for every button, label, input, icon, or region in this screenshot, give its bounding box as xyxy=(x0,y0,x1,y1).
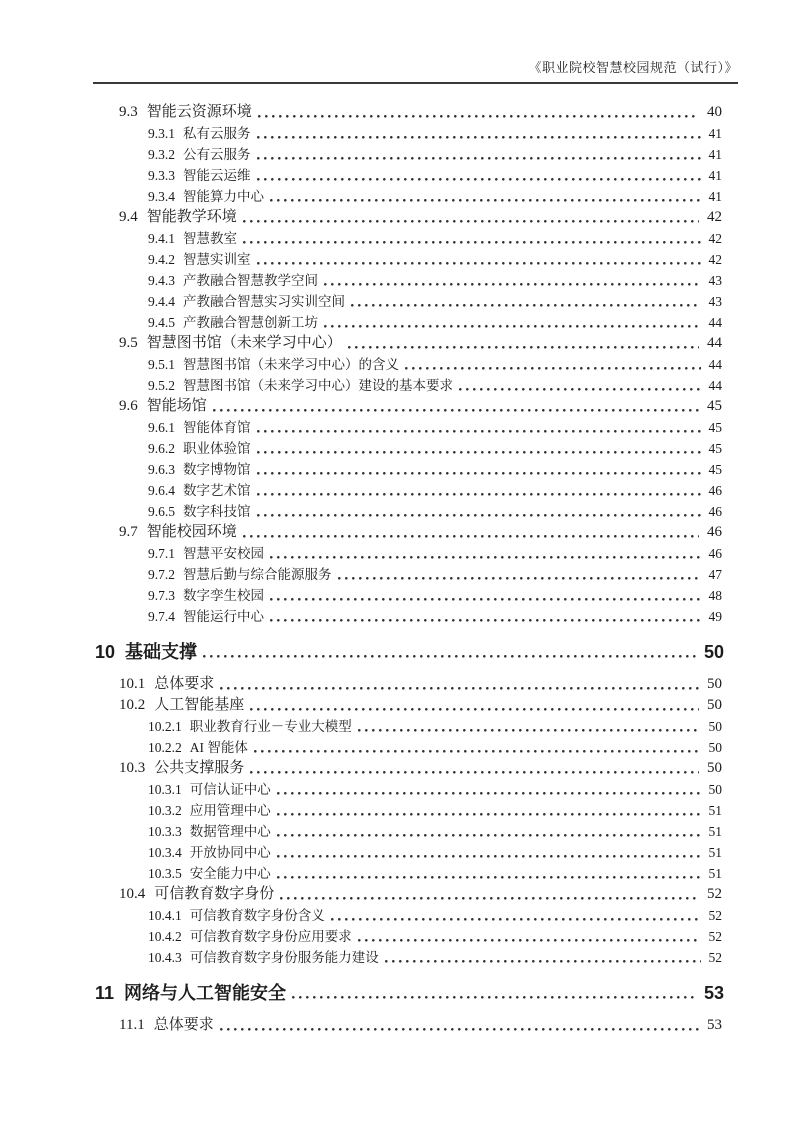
toc-entry[interactable] xyxy=(93,249,738,270)
dot-leader xyxy=(318,312,709,333)
dot-leader xyxy=(251,438,709,459)
toc-entry-page: 50 xyxy=(708,719,722,734)
toc-entry-number: 9.4.5 xyxy=(148,315,175,330)
toc-entry[interactable] xyxy=(93,737,738,758)
toc-entry-title: AI 智能体 xyxy=(189,740,248,755)
toc-entry-number: 9.4.1 xyxy=(148,231,175,246)
toc-entry-page: 43 xyxy=(708,294,722,309)
toc-entry[interactable] xyxy=(93,228,738,249)
dot-leader xyxy=(248,737,709,758)
toc-entry[interactable] xyxy=(93,207,738,228)
toc-entry[interactable] xyxy=(93,102,738,123)
dot-leader xyxy=(271,842,709,863)
toc-entry-number: 10.4.1 xyxy=(148,908,182,923)
toc-entry-page: 50 xyxy=(707,760,722,776)
dot-leader xyxy=(399,354,709,375)
toc-entry-title: 公有云服务 xyxy=(183,147,251,162)
dot-leader xyxy=(237,522,707,543)
toc-entry[interactable] xyxy=(93,606,738,627)
dot-leader xyxy=(286,980,704,1006)
toc-entry-page: 52 xyxy=(708,908,722,923)
toc-entry[interactable] xyxy=(93,758,738,779)
toc-entry[interactable] xyxy=(93,695,738,716)
dot-leader xyxy=(251,123,709,144)
toc-entry-page: 53 xyxy=(703,983,724,1003)
dot-leader xyxy=(453,375,709,396)
toc-entry-page: 41 xyxy=(708,126,722,141)
toc-entry-number: 10.3.3 xyxy=(148,824,182,839)
toc-entry-title: 私有云服务 xyxy=(183,126,251,141)
toc-entry-title: 智能云资源环境 xyxy=(146,104,252,120)
toc-entry-page: 44 xyxy=(707,335,722,351)
toc-entry[interactable] xyxy=(93,480,738,501)
toc-entry[interactable] xyxy=(93,333,738,354)
toc-entry-title: 数字艺术馆 xyxy=(183,483,251,498)
dot-leader xyxy=(251,249,709,270)
toc-entry-page: 45 xyxy=(708,462,722,477)
toc-entry[interactable] xyxy=(93,354,738,375)
toc-entry-title: 智慧教室 xyxy=(183,231,237,246)
toc-entry[interactable] xyxy=(93,375,738,396)
dot-leader xyxy=(342,333,707,354)
toc-entry[interactable] xyxy=(93,1015,738,1036)
toc-entry[interactable] xyxy=(93,842,738,863)
toc-entry[interactable] xyxy=(93,674,738,695)
toc-entry-number: 10.1 xyxy=(119,676,146,692)
toc-entry-number: 9.7 xyxy=(119,524,138,540)
dot-leader xyxy=(325,905,709,926)
toc-entry[interactable] xyxy=(93,312,738,333)
dot-leader xyxy=(264,606,709,627)
toc-entry-number: 10.3 xyxy=(119,760,146,776)
dot-leader xyxy=(271,800,709,821)
toc-entry-title: 智慧图书馆（未来学习中心）的含义 xyxy=(183,357,399,372)
toc-entry[interactable] xyxy=(93,863,738,884)
toc-entry-number: 10.2.2 xyxy=(148,740,182,755)
toc-entry-title: 人工智能基座 xyxy=(154,697,245,713)
toc-entry-number: 9.7.4 xyxy=(148,609,175,624)
toc-entry-number: 10.4 xyxy=(119,886,146,902)
toc-entry[interactable] xyxy=(93,144,738,165)
toc-entry[interactable] xyxy=(93,779,738,800)
dot-leader xyxy=(214,1015,707,1036)
toc-entry-number: 10.4.3 xyxy=(148,950,182,965)
toc-entry-title: 基础支撑 xyxy=(125,642,198,662)
dot-leader xyxy=(251,165,709,186)
toc-entry-number: 10.3.1 xyxy=(148,782,182,797)
toc-entry[interactable] xyxy=(93,905,738,926)
toc-entry-number: 10.4.2 xyxy=(148,929,182,944)
dot-leader xyxy=(264,186,709,207)
toc-entry-number: 10.3.5 xyxy=(148,866,182,881)
toc-entry-page: 47 xyxy=(708,567,722,582)
toc-entry[interactable] xyxy=(93,564,738,585)
toc-entry-number: 10.3.4 xyxy=(148,845,182,860)
toc-entry-title: 可信认证中心 xyxy=(189,782,271,797)
toc-entry-title: 数字科技馆 xyxy=(183,504,251,519)
toc-entry-title: 总体要求 xyxy=(153,1017,214,1033)
toc-entry-page: 46 xyxy=(708,483,722,498)
toc-entry-title: 产教融合智慧教学空间 xyxy=(183,273,318,288)
toc-entry-page: 50 xyxy=(707,676,722,692)
toc-entry-title: 智慧平安校园 xyxy=(183,546,264,561)
toc-entry-number: 9.3.3 xyxy=(148,168,175,183)
toc-entry[interactable] xyxy=(93,501,738,522)
toc-entry[interactable] xyxy=(93,459,738,480)
toc-entry-title: 总体要求 xyxy=(154,676,215,692)
toc-entry-title: 智能校园环境 xyxy=(146,524,237,540)
dot-leader xyxy=(332,564,709,585)
dot-leader xyxy=(251,459,709,480)
toc-entry[interactable] xyxy=(93,639,738,665)
toc-entry-title: 智能体育馆 xyxy=(183,420,251,435)
toc-entry-title: 网络与人工智能安全 xyxy=(124,983,287,1003)
toc-entry-number: 10.2.1 xyxy=(148,719,182,734)
toc-entry-title: 数字博物馆 xyxy=(183,462,251,477)
toc-entry-page: 45 xyxy=(707,398,722,414)
toc-entry-number: 9.7.1 xyxy=(148,546,175,561)
toc-entry-page: 51 xyxy=(708,803,722,818)
toc-entry[interactable] xyxy=(93,884,738,905)
toc-entry[interactable] xyxy=(93,165,738,186)
toc-entry-page: 40 xyxy=(707,104,722,120)
dot-leader xyxy=(251,480,709,501)
dot-leader xyxy=(345,291,709,312)
toc-entry-title: 智慧图书馆（未来学习中心） xyxy=(146,335,342,351)
toc-entry-page: 52 xyxy=(707,886,722,902)
toc-entry[interactable] xyxy=(93,291,738,312)
toc-entry-number: 10 xyxy=(95,642,116,662)
toc-entry-title: 安全能力中心 xyxy=(189,866,271,881)
toc-entry-title: 可信教育数字身份服务能力建设 xyxy=(189,950,379,965)
toc-entry-title: 智能运行中心 xyxy=(183,609,264,624)
toc-entry[interactable] xyxy=(93,926,738,947)
dot-leader xyxy=(271,779,709,800)
toc-entry-number: 9.6.5 xyxy=(148,504,175,519)
toc-entry-page: 46 xyxy=(708,504,722,519)
toc-entry-number: 9.5 xyxy=(119,335,138,351)
toc-entry-page: 50 xyxy=(707,697,722,713)
toc-entry-page: 45 xyxy=(708,420,722,435)
dot-leader xyxy=(237,228,709,249)
toc-entry[interactable] xyxy=(93,270,738,291)
toc-entry-number: 10.3.2 xyxy=(148,803,182,818)
toc-entry-page: 49 xyxy=(708,609,722,624)
toc-entry-title: 智能云运维 xyxy=(183,168,251,183)
toc-entry[interactable] xyxy=(93,522,738,543)
toc-entry-page: 50 xyxy=(708,740,722,755)
toc-entry-page: 43 xyxy=(708,273,722,288)
toc-entry-page: 41 xyxy=(708,147,722,162)
toc-entry[interactable] xyxy=(93,800,738,821)
toc-entry-page: 53 xyxy=(707,1017,722,1033)
toc-entry-title: 可信教育数字身份含义 xyxy=(189,908,325,923)
toc-entry-page: 50 xyxy=(703,642,724,662)
toc-entry-number: 10.2 xyxy=(119,697,146,713)
dot-leader xyxy=(197,639,704,665)
toc-entry-page: 41 xyxy=(708,168,722,183)
dot-leader xyxy=(271,821,709,842)
toc-entry-title: 开放协同中心 xyxy=(189,845,271,860)
toc-entry-number: 9.4.4 xyxy=(148,294,175,309)
toc-entry[interactable] xyxy=(93,980,738,1006)
toc-entry-title: 职业体验馆 xyxy=(183,441,251,456)
toc-entry-page: 51 xyxy=(708,845,722,860)
toc-entry[interactable] xyxy=(93,716,738,737)
toc-entry-page: 52 xyxy=(708,929,722,944)
dot-leader xyxy=(244,695,707,716)
toc-entry-title: 智能场馆 xyxy=(146,398,207,414)
toc-entry-number: 9.4.3 xyxy=(148,273,175,288)
toc-entry-number: 9.7.2 xyxy=(148,567,175,582)
toc-entry-number: 9.6.2 xyxy=(148,441,175,456)
dot-leader xyxy=(379,947,709,968)
toc-entry-number: 9.4.2 xyxy=(148,252,175,267)
toc-entry-page: 51 xyxy=(708,824,722,839)
toc-entry-title: 智慧图书馆（未来学习中心）建设的基本要求 xyxy=(183,378,453,393)
toc-entry-title: 智慧实训室 xyxy=(183,252,251,267)
dot-leader xyxy=(251,501,709,522)
toc-entry[interactable] xyxy=(93,543,738,564)
toc-entry[interactable] xyxy=(93,947,738,968)
toc-entry-page: 44 xyxy=(708,378,722,393)
running-head-title: 《职业院校智慧校园规范（试行）》 xyxy=(528,60,738,75)
toc-entry-number: 9.6 xyxy=(119,398,138,414)
toc-entry-page: 44 xyxy=(708,315,722,330)
toc-entry-number: 9.6.4 xyxy=(148,483,175,498)
toc-entry-number: 9.5.2 xyxy=(148,378,175,393)
dot-leader xyxy=(274,884,707,905)
toc-entry-page: 46 xyxy=(707,524,722,540)
toc-entry-page: 50 xyxy=(708,782,722,797)
dot-leader xyxy=(318,270,709,291)
toc-entry-page: 51 xyxy=(708,866,722,881)
toc-entry-number: 9.3.2 xyxy=(148,147,175,162)
toc-entry[interactable] xyxy=(93,417,738,438)
toc-entry-number: 11 xyxy=(95,983,115,1003)
dot-leader xyxy=(207,396,707,417)
toc-entry[interactable] xyxy=(93,821,738,842)
toc-entry-number: 9.7.3 xyxy=(148,588,175,603)
toc-entry-title: 智能教学环境 xyxy=(146,209,237,225)
toc-entry-page: 46 xyxy=(708,546,722,561)
toc-entry-number: 11.1 xyxy=(119,1017,145,1033)
toc-entry-number: 9.6.1 xyxy=(148,420,175,435)
dot-leader xyxy=(237,207,707,228)
dot-leader xyxy=(252,102,707,123)
dot-leader xyxy=(271,863,709,884)
page-header xyxy=(93,58,738,84)
toc-entry-title: 产教融合智慧创新工坊 xyxy=(183,315,318,330)
dot-leader xyxy=(264,585,709,606)
toc-entry-title: 智能算力中心 xyxy=(183,189,264,204)
dot-leader xyxy=(352,926,709,947)
toc-entry-title: 可信教育数字身份 xyxy=(154,886,275,902)
dot-leader xyxy=(251,144,709,165)
toc-entry-page: 48 xyxy=(708,588,722,603)
table-of-contents xyxy=(93,102,738,1036)
toc-entry-number: 9.4 xyxy=(119,209,138,225)
toc-entry-number: 9.3.1 xyxy=(148,126,175,141)
toc-entry-page: 52 xyxy=(708,950,722,965)
toc-entry-title: 产教融合智慧实习实训空间 xyxy=(183,294,345,309)
toc-entry-page: 42 xyxy=(707,209,722,225)
toc-entry-title: 应用管理中心 xyxy=(189,803,271,818)
toc-entry-title: 可信教育数字身份应用要求 xyxy=(189,929,352,944)
toc-entry-page: 41 xyxy=(708,189,722,204)
toc-entry-title: 数据管理中心 xyxy=(189,824,271,839)
toc-entry-page: 45 xyxy=(708,441,722,456)
dot-leader xyxy=(264,543,709,564)
toc-entry-title: 公共支撑服务 xyxy=(154,760,245,776)
toc-entry-page: 42 xyxy=(708,231,722,246)
toc-entry-page: 42 xyxy=(708,252,722,267)
toc-entry[interactable] xyxy=(93,123,738,144)
dot-leader xyxy=(251,417,709,438)
toc-entry-number: 9.3.4 xyxy=(148,189,175,204)
toc-entry-page: 44 xyxy=(708,357,722,372)
toc-entry[interactable] xyxy=(93,438,738,459)
toc-entry[interactable] xyxy=(93,396,738,417)
toc-entry-title: 智慧后勤与综合能源服务 xyxy=(183,567,332,582)
dot-leader xyxy=(214,674,707,695)
toc-entry-number: 9.3 xyxy=(119,104,138,120)
toc-entry-title: 职业教育行业－专业大模型 xyxy=(189,719,352,734)
toc-entry[interactable] xyxy=(93,186,738,207)
toc-entry[interactable] xyxy=(93,585,738,606)
toc-entry-number: 9.5.1 xyxy=(148,357,175,372)
toc-entry-number: 9.6.3 xyxy=(148,462,175,477)
dot-leader xyxy=(244,758,707,779)
toc-entry-title: 数字孪生校园 xyxy=(183,588,264,603)
dot-leader xyxy=(352,716,709,737)
